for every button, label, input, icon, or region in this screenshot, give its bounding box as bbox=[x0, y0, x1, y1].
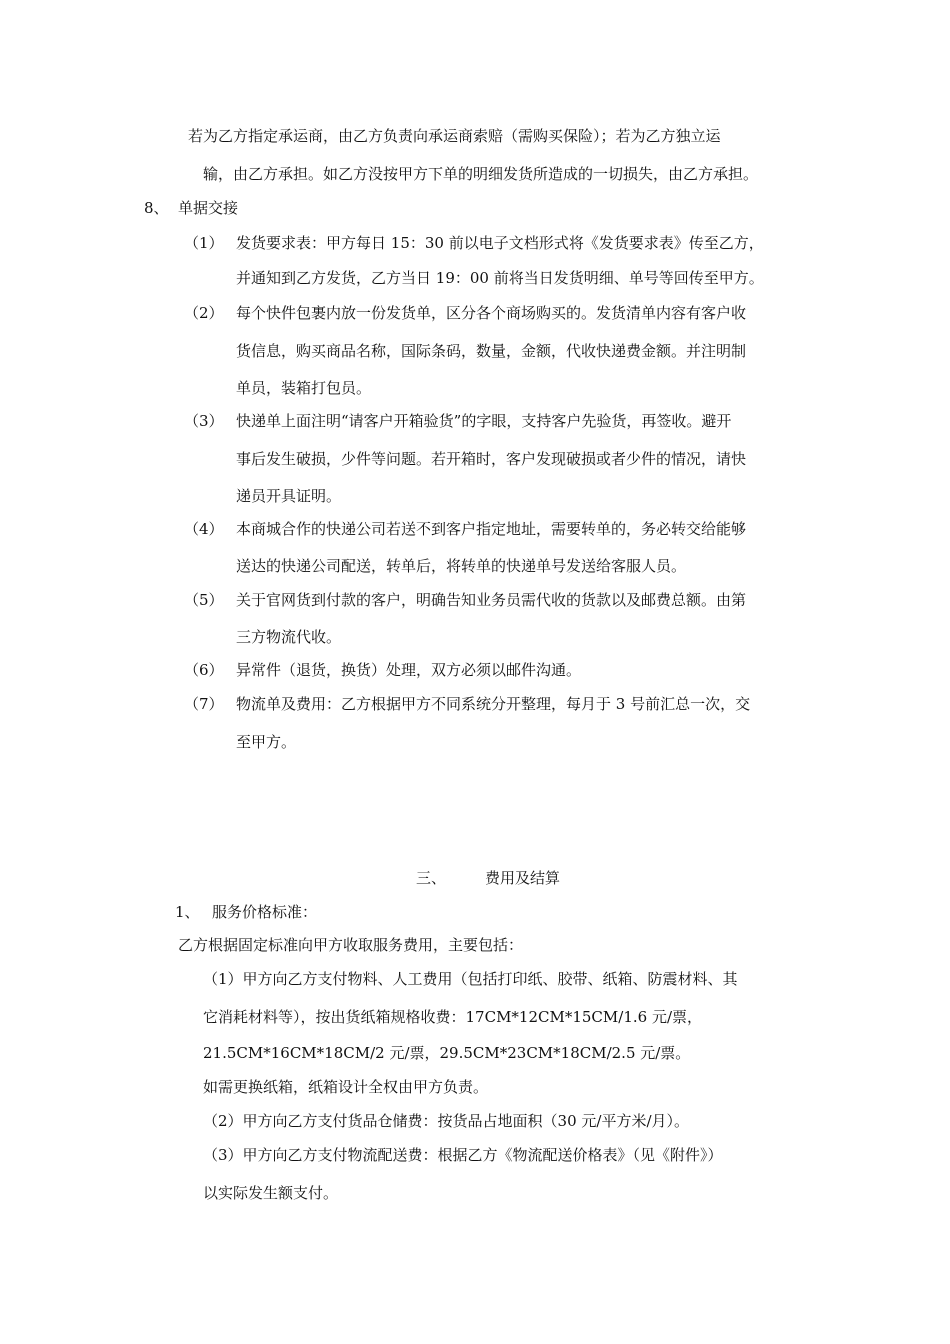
section-3-number: 三、 bbox=[416, 869, 447, 887]
sub-1-number: 1、 bbox=[175, 903, 200, 921]
item-2-line-3: 单员，装箱打包员。 bbox=[236, 379, 372, 397]
section-8-number: 8、 bbox=[144, 199, 169, 217]
fee-line-2: 它消耗材料等），按出货纸箱规格收费：17CM*12CM*15CM/1.6 元/票， bbox=[203, 1008, 703, 1026]
fee-line-1: （1）甲方向乙方支付物料、人工费用（包括打印纸、胶带、纸箱、防震材料、其 bbox=[203, 970, 738, 988]
fee-line-3: 21.5CM*16CM*18CM/2 元/票，29.5CM*23CM*18CM/2.5 元/票。 bbox=[203, 1044, 691, 1062]
item-2-line-2: 货信息，购买商品名称，国际条码，数量，金额，代收快递费金额。并注明制 bbox=[236, 342, 747, 360]
item-7-number: （7） bbox=[184, 695, 224, 713]
item-1-number: （1） bbox=[184, 234, 224, 252]
item-2-number: （2） bbox=[184, 304, 224, 322]
fee-intro: 乙方根据固定标准向甲方收取服务费用，主要包括： bbox=[178, 936, 524, 954]
item-5-line-1: 关于官网货到付款的客户，明确告知业务员需代收的货款以及邮费总额。由第 bbox=[236, 591, 747, 609]
item-3-line-2: 事后发生破损，少件等问题。若开箱时，客户发现破损或者少件的情况，请快 bbox=[236, 450, 747, 468]
section-8-title: 单据交接 bbox=[178, 199, 239, 217]
item-2-line-1: 每个快件包裹内放一份发货单，区分各个商场购买的。发货清单内容有客户收 bbox=[236, 304, 747, 322]
fee-line-4: 如需更换纸箱，纸箱设计全权由甲方负责。 bbox=[203, 1078, 489, 1096]
fee-line-7: 以实际发生额支付。 bbox=[203, 1184, 339, 1202]
intro-line-2: 输，由乙方承担。如乙方没按甲方下单的明细发货所造成的一切损失，由乙方承担。 bbox=[203, 165, 759, 183]
item-7-line-2: 至甲方。 bbox=[236, 733, 297, 751]
item-6-line-1: 异常件（退货，换货）处理，双方必须以邮件沟通。 bbox=[236, 661, 582, 679]
item-4-number: （4） bbox=[184, 520, 224, 538]
item-1-line-1: 发货要求表：甲方每日 15：30 前以电子文档形式将《发货要求表》传至乙方， bbox=[236, 234, 764, 252]
section-3-title: 费用及结算 bbox=[485, 869, 561, 887]
fee-line-6: （3）甲方向乙方支付物流配送费：根据乙方《物流配送价格表》（见《附件》） bbox=[203, 1146, 723, 1164]
item-4-line-2: 送达的快递公司配送，转单后，将转单的快递单号发送给客服人员。 bbox=[236, 557, 687, 575]
item-3-line-1: 快递单上面注明“请客户开箱验货”的字眼，支持客户先验货，再签收。避开 bbox=[236, 412, 732, 430]
item-7-line-1: 物流单及费用：乙方根据甲方不同系统分开整理，每月于 3 号前汇总一次，交 bbox=[236, 695, 751, 713]
sub-1-title: 服务价格标准： bbox=[212, 903, 318, 921]
item-5-line-2: 三方物流代收。 bbox=[236, 628, 342, 646]
intro-line-1: 若为乙方指定承运商，由乙方负责向承运商索赔（需购买保险）；若为乙方独立运 bbox=[188, 127, 721, 145]
item-1-line-2: 并通知到乙方发货，乙方当日 19：00 前将当日发货明细、单号等回传至甲方。 bbox=[236, 269, 764, 287]
fee-line-5: （2）甲方向乙方支付货品仓储费：按货品占地面积（30 元/平方米/月）。 bbox=[203, 1112, 690, 1130]
item-5-number: （5） bbox=[184, 591, 224, 609]
item-4-line-1: 本商城合作的快递公司若送不到客户指定地址，需要转单的，务必转交给能够 bbox=[236, 520, 747, 538]
item-6-number: （6） bbox=[184, 661, 224, 679]
item-3-line-3: 递员开具证明。 bbox=[236, 487, 342, 505]
item-3-number: （3） bbox=[184, 412, 224, 430]
